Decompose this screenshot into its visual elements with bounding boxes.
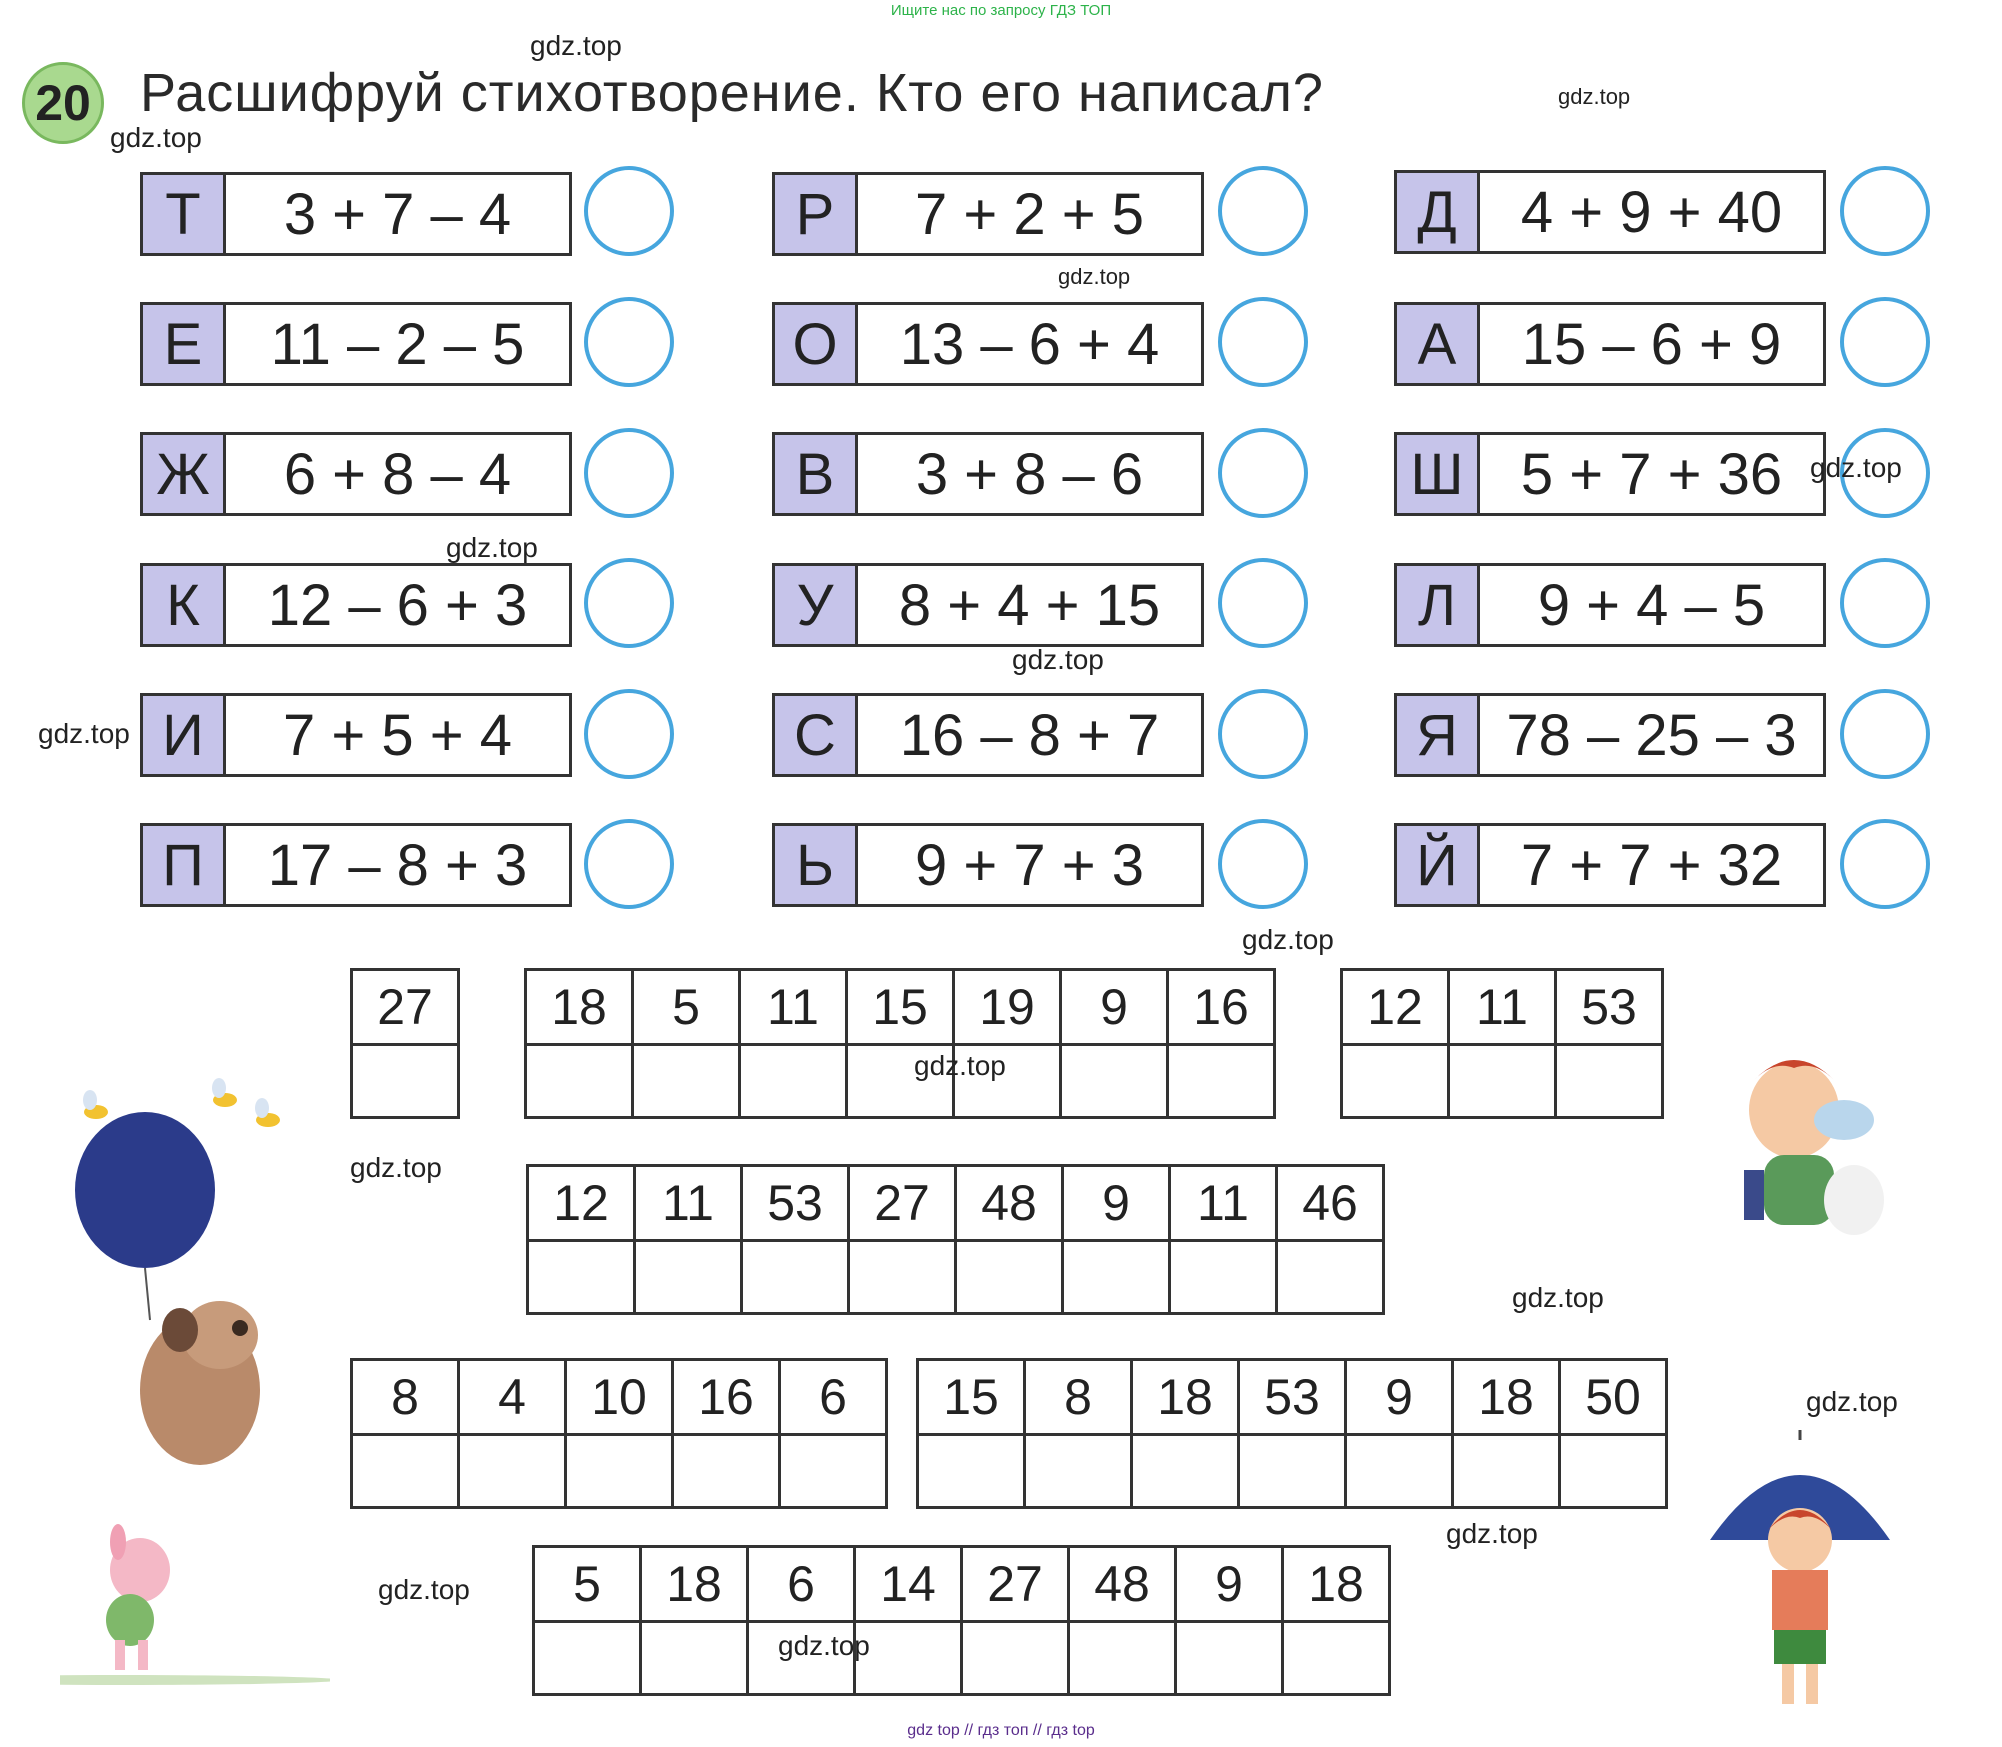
answer-cell[interactable] xyxy=(1176,1622,1283,1695)
cipher-card xyxy=(140,432,572,516)
answer-circle[interactable] xyxy=(584,689,674,779)
cipher-expression: 15 – 6 + 9 xyxy=(1521,311,1782,377)
watermark-text: gdz.top xyxy=(1058,264,1131,289)
answer-cell[interactable] xyxy=(956,1241,1063,1314)
code-table xyxy=(524,968,1276,1119)
answer-circle[interactable] xyxy=(1218,558,1308,648)
answer-cell[interactable] xyxy=(1061,1045,1168,1118)
code-number: 6 xyxy=(748,1547,855,1622)
watermark-text: gdz.top xyxy=(914,1050,1006,1081)
watermark-text: gdz.top xyxy=(1446,1518,1538,1549)
cipher-letter: Л xyxy=(1397,566,1480,644)
cipher-expression: 11 – 2 – 5 xyxy=(270,311,525,377)
code-number: 11 xyxy=(635,1166,742,1241)
answer-cell[interactable] xyxy=(742,1241,849,1314)
cipher-letter: В xyxy=(775,435,858,513)
answer-cell[interactable] xyxy=(1449,1045,1556,1118)
cipher-letter: Т xyxy=(143,175,226,253)
cipher-card xyxy=(140,823,572,907)
answer-cell[interactable] xyxy=(528,1241,635,1314)
cipher-card xyxy=(772,823,1204,907)
cipher-expression: 8 + 4 + 15 xyxy=(898,572,1161,638)
code-table xyxy=(916,1358,1668,1509)
answer-cell[interactable] xyxy=(1453,1435,1560,1508)
cipher-expression: 13 – 6 + 4 xyxy=(899,311,1160,377)
cipher-letter: С xyxy=(775,696,858,774)
code-number: 11 xyxy=(740,970,847,1045)
answer-cell[interactable] xyxy=(849,1241,956,1314)
answer-circle[interactable] xyxy=(1218,428,1308,518)
cipher-letter: Й xyxy=(1397,826,1480,904)
code-number: 27 xyxy=(352,970,459,1045)
answer-circle[interactable] xyxy=(584,819,674,909)
bee-icon xyxy=(255,1098,280,1127)
answer-circle[interactable] xyxy=(1840,689,1930,779)
answer-cell[interactable] xyxy=(534,1622,641,1695)
code-number: 18 xyxy=(1453,1360,1560,1435)
cipher-card xyxy=(772,432,1204,516)
watermark-text: gdz.top xyxy=(1806,1386,1898,1417)
watermark-text: gdz.top xyxy=(110,122,202,153)
answer-cell[interactable] xyxy=(635,1241,742,1314)
answer-cell[interactable] xyxy=(352,1435,459,1508)
cipher-letter: Я xyxy=(1397,696,1480,774)
code-number: 15 xyxy=(918,1360,1025,1435)
answer-circle[interactable] xyxy=(1218,819,1308,909)
answer-cell[interactable] xyxy=(962,1622,1069,1695)
code-number: 9 xyxy=(1063,1166,1170,1241)
code-number: 15 xyxy=(847,970,954,1045)
watermark-text: gdz.top xyxy=(378,1574,470,1605)
cipher-letter: О xyxy=(775,305,858,383)
code-table xyxy=(1340,968,1664,1119)
answer-cell[interactable] xyxy=(641,1622,748,1695)
code-number: 6 xyxy=(780,1360,887,1435)
answer-cell[interactable] xyxy=(1346,1435,1453,1508)
code-number: 10 xyxy=(566,1360,673,1435)
watermark-text: gdz.top xyxy=(1012,644,1104,675)
code-number: 18 xyxy=(641,1547,748,1622)
bear-with-balloon-illustration xyxy=(60,1060,300,1490)
cipher-expression: 7 + 5 + 4 xyxy=(283,702,512,768)
answer-cell[interactable] xyxy=(1556,1045,1663,1118)
cipher-letter: Ж xyxy=(143,435,226,513)
answer-cell[interactable] xyxy=(673,1435,780,1508)
cipher-letter: П xyxy=(143,826,226,904)
answer-cell[interactable] xyxy=(855,1622,962,1695)
code-number: 50 xyxy=(1560,1360,1667,1435)
karlsson-icon xyxy=(1744,1060,1884,1235)
answer-cell[interactable] xyxy=(1170,1241,1277,1314)
code-number: 27 xyxy=(962,1547,1069,1622)
watermark-text: gdz.top xyxy=(38,718,130,749)
cipher-letter: А xyxy=(1397,305,1480,383)
cipher-letter: К xyxy=(143,566,226,644)
watermark-text: gdz.top xyxy=(1810,452,1902,483)
bee-icon xyxy=(212,1078,237,1107)
answer-cell[interactable] xyxy=(1283,1622,1390,1695)
answer-circle[interactable] xyxy=(584,428,674,518)
bottom-footer-links[interactable]: gdz top // гдз топ // гдз top xyxy=(907,1722,1095,1739)
code-number: 9 xyxy=(1176,1547,1283,1622)
watermark-text: gdz.top xyxy=(1242,924,1334,955)
code-number: 14 xyxy=(855,1547,962,1622)
cipher-card xyxy=(140,693,572,777)
answer-cell[interactable] xyxy=(1025,1435,1132,1508)
cipher-expression: 78 – 25 – 3 xyxy=(1506,702,1797,768)
code-number: 16 xyxy=(1168,970,1275,1045)
answer-cell[interactable] xyxy=(1168,1045,1275,1118)
cipher-expression: 6 + 8 – 4 xyxy=(283,441,512,507)
code-number: 12 xyxy=(1342,970,1449,1045)
answer-circle[interactable] xyxy=(1840,558,1930,648)
answer-cell[interactable] xyxy=(780,1435,887,1508)
cipher-letter: Д xyxy=(1397,173,1480,251)
answer-circle[interactable] xyxy=(584,166,674,256)
answer-circle[interactable] xyxy=(1218,297,1308,387)
watermark-text: gdz.top xyxy=(350,1152,442,1183)
answer-cell[interactable] xyxy=(1069,1622,1176,1695)
code-table xyxy=(526,1164,1385,1315)
cipher-card xyxy=(1394,170,1826,254)
exercise-title: Расшифруй стихотворение. Кто его написал? xyxy=(140,63,1324,123)
cipher-card xyxy=(772,563,1204,647)
answer-circle[interactable] xyxy=(1840,297,1930,387)
answer-cell[interactable] xyxy=(1342,1045,1449,1118)
answer-circle[interactable] xyxy=(584,558,674,648)
code-table xyxy=(350,1358,888,1509)
cipher-card xyxy=(1394,432,1826,516)
cipher-letter: У xyxy=(775,566,858,644)
boy-with-umbrella-illustration xyxy=(1700,1430,1900,1720)
code-number: 9 xyxy=(1061,970,1168,1045)
piglet-icon xyxy=(106,1524,170,1670)
cipher-expression: 7 + 2 + 5 xyxy=(915,181,1144,247)
cipher-letter: Ь xyxy=(775,826,858,904)
code-number: 48 xyxy=(1069,1547,1176,1622)
answer-cell[interactable] xyxy=(459,1435,566,1508)
cipher-card xyxy=(140,302,572,386)
cipher-expression: 3 + 7 – 4 xyxy=(283,181,512,247)
code-number: 27 xyxy=(849,1166,956,1241)
bee-icon xyxy=(83,1090,108,1119)
code-number: 5 xyxy=(633,970,740,1045)
answer-circle[interactable] xyxy=(1840,819,1930,909)
code-number: 53 xyxy=(1556,970,1663,1045)
balloon-icon xyxy=(75,1112,215,1268)
cipher-card xyxy=(140,563,572,647)
code-number: 4 xyxy=(459,1360,566,1435)
cipher-expression: 16 – 8 + 7 xyxy=(899,702,1160,768)
answer-circle[interactable] xyxy=(1218,166,1308,256)
karlsson-illustration xyxy=(1724,1040,1894,1280)
answer-cell[interactable] xyxy=(918,1435,1025,1508)
answer-circle[interactable] xyxy=(1218,689,1308,779)
cipher-letter: Е xyxy=(143,305,226,383)
answer-cell[interactable] xyxy=(1132,1435,1239,1508)
cipher-letter: Р xyxy=(775,175,858,253)
answer-cell[interactable] xyxy=(1239,1435,1346,1508)
watermark-text: gdz.top xyxy=(446,532,538,563)
code-number: 53 xyxy=(742,1166,849,1241)
code-number: 12 xyxy=(528,1166,635,1241)
answer-cell[interactable] xyxy=(352,1045,459,1118)
cipher-card xyxy=(1394,823,1826,907)
watermark-text: gdz.top xyxy=(778,1630,870,1661)
answer-cell[interactable] xyxy=(526,1045,633,1118)
code-number: 53 xyxy=(1239,1360,1346,1435)
answer-cell[interactable] xyxy=(633,1045,740,1118)
cipher-expression: 7 + 7 + 32 xyxy=(1520,832,1783,898)
code-number: 19 xyxy=(954,970,1061,1045)
cipher-card xyxy=(772,693,1204,777)
answer-circle[interactable] xyxy=(584,297,674,387)
code-number: 8 xyxy=(352,1360,459,1435)
code-number: 18 xyxy=(526,970,633,1045)
watermark-text: gdz.top xyxy=(1512,1282,1604,1313)
bear-icon xyxy=(140,1301,260,1465)
cipher-card xyxy=(1394,693,1826,777)
answer-cell[interactable] xyxy=(1560,1435,1667,1508)
cipher-expression: 3 + 8 – 6 xyxy=(915,441,1144,507)
code-number: 9 xyxy=(1346,1360,1453,1435)
code-number: 8 xyxy=(1025,1360,1132,1435)
cipher-card xyxy=(140,172,572,256)
code-number: 48 xyxy=(956,1166,1063,1241)
cipher-expression: 9 + 7 + 3 xyxy=(915,832,1144,898)
cipher-card xyxy=(1394,563,1826,647)
watermark-text: gdz.top xyxy=(1558,84,1631,109)
watermark-text: gdz.top xyxy=(530,30,622,61)
cipher-expression: 4 + 9 + 40 xyxy=(1520,179,1783,245)
code-table xyxy=(350,968,460,1119)
piglet-illustration xyxy=(60,1520,330,1690)
cipher-card xyxy=(772,172,1204,256)
answer-cell[interactable] xyxy=(1277,1241,1384,1314)
answer-cell[interactable] xyxy=(740,1045,847,1118)
cipher-expression: 17 – 8 + 3 xyxy=(267,832,528,898)
cipher-expression: 12 – 6 + 3 xyxy=(267,572,528,638)
answer-cell[interactable] xyxy=(1063,1241,1170,1314)
code-number: 18 xyxy=(1283,1547,1390,1622)
cipher-card xyxy=(772,302,1204,386)
cipher-expression: 9 + 4 – 5 xyxy=(1537,572,1766,638)
code-number: 5 xyxy=(534,1547,641,1622)
answer-circle[interactable] xyxy=(1840,166,1930,256)
code-table xyxy=(532,1545,1391,1696)
code-number: 11 xyxy=(1449,970,1556,1045)
boy-icon xyxy=(1768,1508,1832,1704)
answer-cell[interactable] xyxy=(566,1435,673,1508)
cipher-expression: 5 + 7 + 36 xyxy=(1520,441,1783,507)
code-number: 11 xyxy=(1170,1166,1277,1241)
code-number: 46 xyxy=(1277,1166,1384,1241)
code-number: 16 xyxy=(673,1360,780,1435)
cipher-letter: И xyxy=(143,696,226,774)
code-number: 18 xyxy=(1132,1360,1239,1435)
exercise-number-badge: 20 xyxy=(22,62,104,144)
cipher-letter: Ш xyxy=(1397,435,1480,513)
top-search-hint[interactable]: Ищите нас по запросу ГДЗ ТОП xyxy=(890,2,1112,19)
cipher-card xyxy=(1394,302,1826,386)
